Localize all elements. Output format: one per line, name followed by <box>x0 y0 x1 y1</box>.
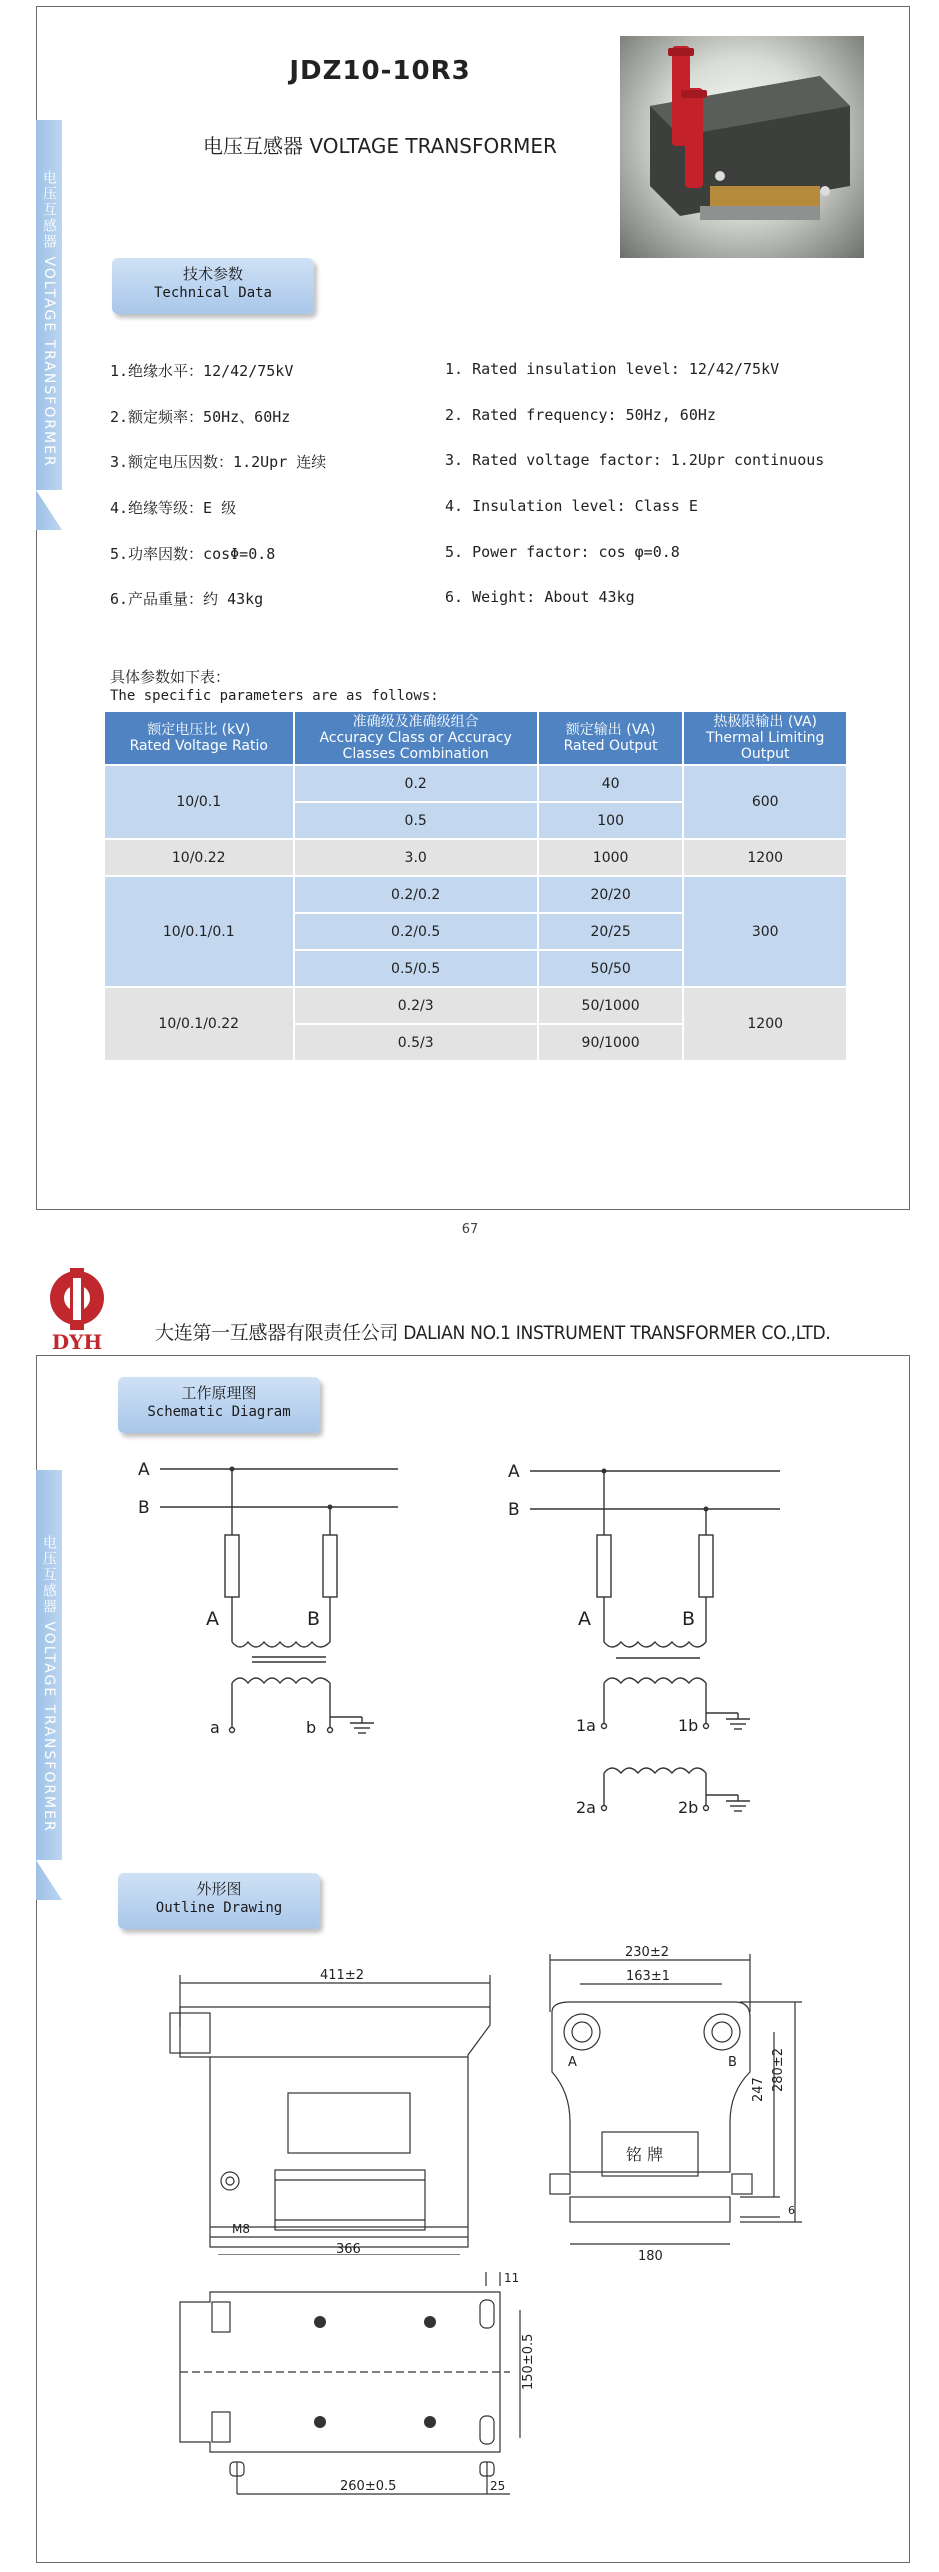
table-header-output: 额定输出 (VA) Rated Output <box>538 711 684 765</box>
table-cell-class: 0.2 <box>294 765 538 802</box>
section-technical-data-en: Technical Data <box>153 285 272 301</box>
section-technical-data <box>112 258 314 314</box>
spec-cn-4: 4.绝缘等级：E 级 <box>110 499 237 517</box>
dim-body-height: 247 <box>751 2077 766 2102</box>
section-technical-data-cn: 技术参数 <box>182 265 243 283</box>
dim-top-width: 150±0.5 <box>521 2333 536 2390</box>
section-outline-cn: 外形图 <box>196 1880 242 1898</box>
table-cell-class: 3.0 <box>294 839 538 876</box>
table-cell-class: 0.5/0.5 <box>294 950 538 987</box>
schematic-left-fuse-a: A <box>206 1608 219 1630</box>
table-cell-ratio: 10/0.1/0.22 <box>104 987 294 1061</box>
side-tab-cut-page2 <box>36 1860 62 1900</box>
table-cell-output: 50/1000 <box>538 987 684 1024</box>
schematic-right-1a: 1a <box>576 1716 596 1735</box>
dim-hole-spacing: 260±0.5 <box>340 2479 397 2494</box>
table-header-class: 准确级及准确级组合 Accuracy Class or Accuracy Classes Combination <box>294 711 538 765</box>
dim-edge: 25 <box>490 2479 506 2493</box>
schematic-right-2a: 2a <box>576 1798 596 1817</box>
dim-front-height: 280±2 <box>771 2048 786 2092</box>
outline-top-view <box>170 2262 550 2512</box>
table-cell-output: 1000 <box>538 839 684 876</box>
table-header-ratio: 额定电压比 (kV) Rated Voltage Ratio <box>104 711 294 765</box>
dim-front-width: 230±2 <box>625 1945 669 1960</box>
schematic-right-2b: 2b <box>678 1798 699 1817</box>
page-number: 67 <box>461 1222 479 1237</box>
schematic-left-line-a: A <box>138 1460 150 1480</box>
spec-en-6: 6. Weight: About 43kg <box>445 588 635 606</box>
section-schematic-en: Schematic Diagram <box>147 1404 291 1420</box>
table-cell-output: 20/20 <box>538 876 684 913</box>
schematic-right-line-b: B <box>508 1500 520 1520</box>
spec-en-5: 5. Power factor: cos φ=0.8 <box>445 543 680 561</box>
table-cell-output: 20/25 <box>538 913 684 950</box>
schematic-left-line-b: B <box>138 1498 150 1518</box>
model-title: JDZ10-10R3 <box>289 56 471 86</box>
parameters-table <box>103 710 848 1062</box>
table-cell-class: 0.2/0.5 <box>294 913 538 950</box>
dim-bushing-spacing: 163±1 <box>626 1969 670 1984</box>
outline-side-view <box>160 1965 520 2255</box>
table-intro-en: The specific parameters are as follows: <box>110 688 439 704</box>
product-photo <box>620 36 864 258</box>
table-cell-output: 50/50 <box>538 950 684 987</box>
table-row <box>104 987 847 1024</box>
table-cell-output: 90/1000 <box>538 1024 684 1061</box>
schematic-right-1b: 1b <box>678 1716 699 1735</box>
table-cell-thermal: 300 <box>683 876 847 987</box>
side-tab-label-page2: 电压互感器 VOLTAGE TRANSFORMER <box>41 1535 57 1833</box>
table-cell-thermal: 600 <box>683 765 847 839</box>
front-terminal-a: A <box>568 2055 577 2070</box>
spec-en-2: 2. Rated frequency: 50Hz, 60Hz <box>445 406 716 424</box>
schematic-dual-secondary <box>500 1455 790 1825</box>
spec-en-3: 3. Rated voltage factor: 1.2Upr continuous <box>445 451 825 469</box>
outline-front-view <box>540 1942 810 2262</box>
table-row <box>104 876 847 913</box>
table-row <box>104 839 847 876</box>
company-line: 大连第一互感器有限责任公司 DALIAN NO.1 INSTRUMENT TRANSFORMER CO.,LTD. <box>155 1322 831 1344</box>
table-cell-class: 0.2/3 <box>294 987 538 1024</box>
table-cell-class: 0.5 <box>294 802 538 839</box>
section-schematic-cn: 工作原理图 <box>181 1384 257 1402</box>
schematic-right-fuse-b: B <box>682 1608 696 1630</box>
spec-cn-5: 5.功率因数：cosΦ=0.8 <box>110 545 276 563</box>
table-cell-output: 40 <box>538 765 684 802</box>
dim-front-base: 180 <box>638 2249 663 2262</box>
nameplate-label: 铭 牌 <box>626 2145 664 2164</box>
schematic-left-sec-a: a <box>210 1718 220 1737</box>
table-cell-ratio: 10/0.1 <box>104 765 294 839</box>
table-cell-class: 0.2/0.2 <box>294 876 538 913</box>
company-logo <box>40 1268 114 1354</box>
table-cell-output: 100 <box>538 802 684 839</box>
schematic-left-sec-b: b <box>306 1718 317 1737</box>
schematic-single-secondary <box>130 1455 410 1750</box>
side-tab-cut-page1 <box>36 490 62 530</box>
table-cell-class: 0.5/3 <box>294 1024 538 1061</box>
table-header-thermal: 热极限输出 (VA) Thermal Limiting Output <box>683 711 847 765</box>
dim-base-length: 366 <box>336 2242 361 2255</box>
product-subtitle: 电压互感器 VOLTAGE TRANSFORMER <box>203 134 557 158</box>
table-cell-thermal: 1200 <box>683 839 847 876</box>
schematic-right-fuse-a: A <box>578 1608 591 1630</box>
side-tab-label-page1: 电压互感器 VOLTAGE TRANSFORMER <box>41 170 57 468</box>
table-row <box>104 765 847 802</box>
spec-en-1: 1. Rated insulation level: 12/42/75kV <box>445 360 780 378</box>
table-cell-ratio: 10/0.22 <box>104 839 294 876</box>
section-outline <box>118 1873 320 1929</box>
schematic-right-line-a: A <box>508 1462 520 1482</box>
section-schematic <box>118 1377 320 1433</box>
dim-bolt: M8 <box>232 2222 250 2236</box>
schematic-left-fuse-b: B <box>307 1608 321 1630</box>
table-cell-ratio: 10/0.1/0.1 <box>104 876 294 987</box>
front-terminal-b: B <box>728 2055 737 2070</box>
section-outline-en: Outline Drawing <box>155 1900 283 1916</box>
spec-cn-6: 6.产品重量：约 43kg <box>110 590 264 608</box>
spec-cn-2: 2.额定频率：50Hz、60Hz <box>110 408 291 426</box>
dim-side-length: 411±2 <box>320 1968 364 1983</box>
logo-text: DYH <box>51 1330 103 1354</box>
dim-foot-height: 6 <box>788 2204 795 2217</box>
table-intro-cn: 具体参数如下表： <box>110 668 231 686</box>
spec-en-4: 4. Insulation level: Class E <box>445 497 698 515</box>
dim-top-slot: 11 <box>504 2271 520 2285</box>
table-cell-thermal: 1200 <box>683 987 847 1061</box>
spec-cn-3: 3.额定电压因数：1.2Upr 连续 <box>110 453 327 471</box>
spec-cn-1: 1.绝缘水平：12/42/75kV <box>110 362 294 380</box>
